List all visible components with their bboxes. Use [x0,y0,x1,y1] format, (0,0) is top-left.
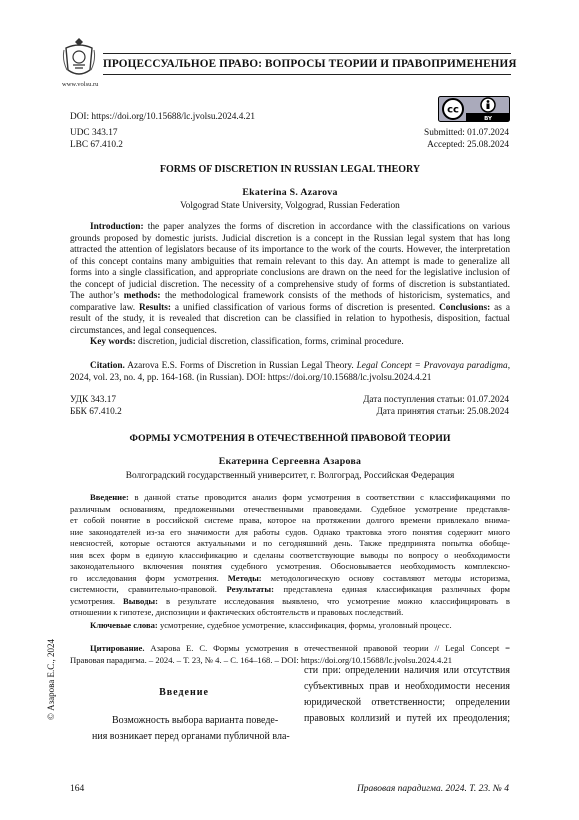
header-rule-bottom [103,74,511,75]
ru-title: ФОРМЫ УСМОТРЕНИЯ В ОТЕЧЕСТВЕННОЙ ПРАВОВОЙ ТЕОРИИ [129,433,451,444]
svg-text:cc: cc [447,104,459,116]
svg-text:BY: BY [484,116,492,122]
ru-submitted: Дата поступления статьи: 01.07.2024 [363,395,509,405]
ru-citation: Цитирование. Азарова Е. С. Формы усмотрения в отечественной правовой теории // Legal Concept = Правовая парадигма. – 2024. – Т. 23, № 4. – С. 164–168. – DOI: https://doi.org/10.15688/lc.jvolsu.2024.4.21 [70,643,510,665]
site-url[interactable]: www.volsu.ru [62,81,99,88]
body-left-column: Возможность выбора варианта поведе- ния возникает перед органами публичной вла- [92,715,290,742]
en-lbc: LBC 67.410.2 [70,140,123,150]
en-citation: Citation. Azarova E.S. Forms of Discretion in Russian Legal Theory. Legal Concept = Pravovaya paradigma, 2024, vol. 23, no. 4, pp. 164-168. (in Russian). DOI: https://doi.org/10.15688/lc.jvolsu.2024.4.21 [70,361,511,383]
ru-accepted: Дата принятия статьи: 25.08.2024 [376,407,509,417]
side-copyright: © Азарова Е.С., 2024 [46,638,56,720]
body-right-column: сти при: определении наличия или отсутствия субъективных прав и необходимости несения юридической ответственности; определении правовых коллизий и путей их преодоления; [304,665,510,724]
ru-abstract: Введение: в данной статье проводится анализ форм усмотрения в соответствии с классификациями по различным основаниям, предложенными отечественными правоведами. Судебное усмотрение представля- ет собой понятие в российской системе права, которое на протяжении долгого времени привлекало внима- ние законодателей из-за его значимости для работы судов. Однако трактовка этого понятия содержит много неясностей, которые остаются актуальными и по сегодняшний день. Также предпринята попытка обобще- ния всех форм в единую классификацию и сделаны соответствующие выводы по вопросу о необходимости законодательного включения понятия судебного усмотрения. Обосновывается необходимость комплексно- го исследования форм усмотрения. Методы: методологическую основу составляют методы историзма, системности, сравнительно-правовой. Результаты: представлена единая классификация различных форм усмотрения. Выводы: в результате исследования выявлено, что усмотрение можно классифицировать в отношении к гипотезе, диспозиции и фактических обстоятельств и правовых последствий. Ключевые слова: усмотрение, судебное усмотрение, классификация, формы, уголовный процесс. [70,492,510,630]
journal-title: ПРОЦЕССУАЛЬНОЕ ПРАВО: ВОПРОСЫ ТЕОРИИ И ПРАВОПРИМЕНЕНИЯ [103,58,517,70]
en-title: FORMS OF DISCRETION IN RUSSIAN LEGAL THEORY [159,164,421,175]
ru-keywords-label: Ключевые слова: [90,619,158,630]
ru-lbc: ББК 67.410.2 [70,407,122,417]
journal-issue: Правовая парадигма. 2024. Т. 23. № 4 [356,784,509,794]
en-accepted: Accepted: 25.08.2024 [427,140,509,150]
university-emblem-icon [62,36,96,80]
en-abstract: Introduction: the paper analyzes the forms of discretion in accordance with the classifications on various grounds proposed by domestic jurists. Judicial discretion is a concept in the Russian legal system that has long attracted the attention of legislators because of its importance to the work of the courts. However, the interpretation of this concept contains many ambiguities that remain relevant to this day. An attempt is made to generalize all forms into a single classification, and appropriate conclusions are drawn on the need for the legislative inclusion of the concept of judicial discretion. The necessity of a comprehensive study of forms of discretion is substantiated. The author’s methods: the methodological framework consists of the methods of historicism, systematics, and comparative law. Results: a unified classification of various forms of discretion is presented. Conclusions: as a result of the study, it is revealed that discretion can be classified in relation to hypothesis, disposition, factual circumstances, and legal consequences. Key words: discretion, judicial discretion, classification, forms, criminal procedure. [70,222,510,347]
page-number: 164 [70,784,85,794]
doi-link[interactable]: DOI: https://doi.org/10.15688/lc.jvolsu.2024.4.21 [70,112,255,122]
ru-author: Екатерина Сергеевна Азарова [218,456,362,467]
ru-udc: УДК 343.17 [70,395,117,405]
en-udc: UDC 343.17 [70,128,118,138]
ru-keywords: усмотрение, судебное усмотрение, классификация, формы, уголовный процесс. [157,619,452,630]
en-submitted: Submitted: 01.07.2024 [424,128,509,138]
en-affiliation: Volgograd State University, Volgograd, Russian Federation [180,201,400,211]
ru-affiliation: Волгоградский государственный университет, г. Волгоград, Российская Федерация [125,471,455,481]
cc-by-icon[interactable] [438,96,510,122]
en-keywords-label: Key words: [90,337,136,347]
en-author: Ekaterina S. Azarova [242,187,338,198]
header-rule-top [103,53,511,54]
section-heading: Введение [159,687,209,698]
en-keywords: discretion, judicial discretion, classification, forms, criminal procedure. [135,337,404,347]
